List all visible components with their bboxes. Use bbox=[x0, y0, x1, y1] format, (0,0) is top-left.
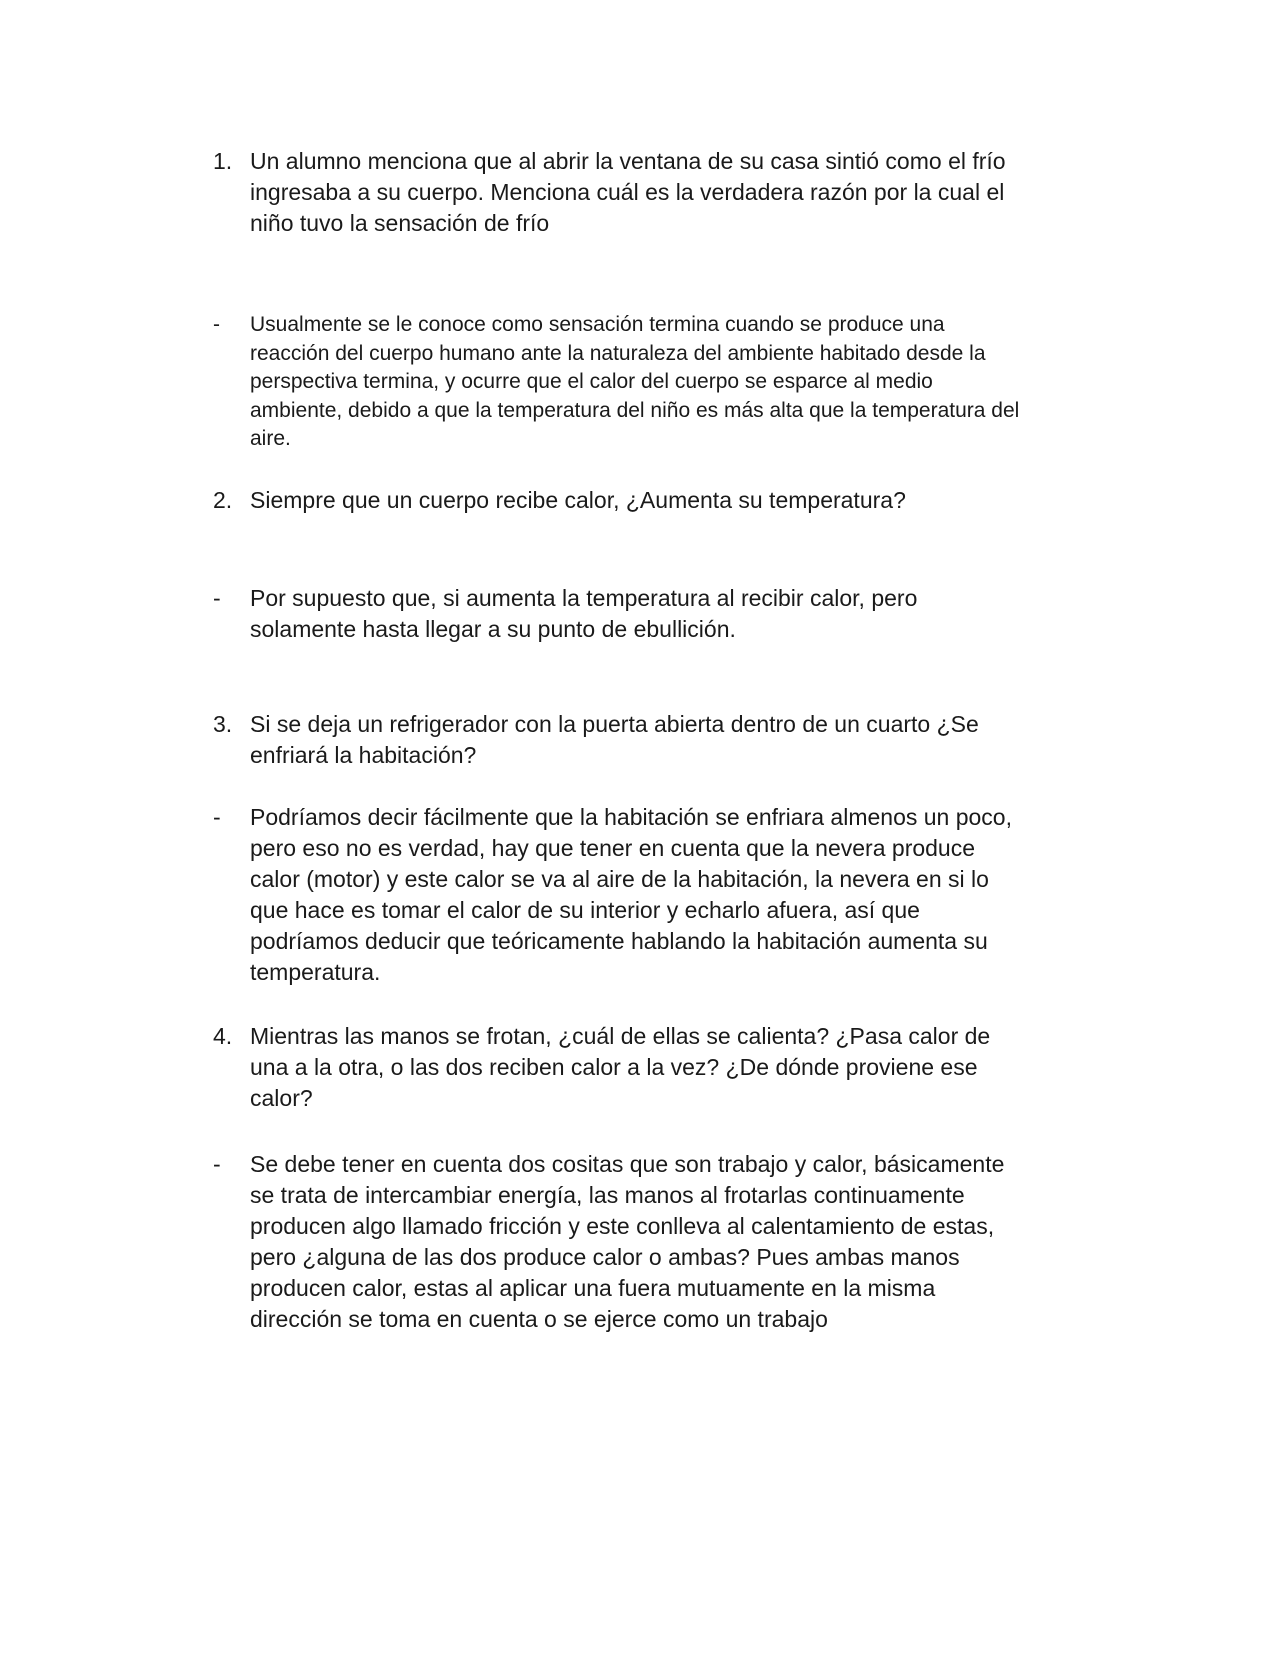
list-number: 2. bbox=[213, 487, 233, 513]
question-text: Un alumno menciona que al abrir la ventana de su casa sintió como el frío ingresaba a su cuerpo. Menciona cuál es la verdadera razón por la cual el niño tuvo la sensación de frío bbox=[250, 148, 1006, 236]
question-text: Siempre que un cuerpo recibe calor, ¿Aumenta su temperatura? bbox=[250, 487, 906, 513]
answer-text: Podríamos decir fácilmente que la habitación se enfriara almenos un poco, pero eso no es verdad, hay que tener en cuenta que la nevera produce calor (motor) y este calor se va al aire de la habitación, la nevera en si lo que hace es tomar el calor de su interior y echarlo afuera, así que podríamos deducir que teóricamente hablando la habitación aumenta su temperatura. bbox=[250, 804, 1012, 985]
list-number: 1. bbox=[213, 148, 233, 174]
list-dash: - bbox=[213, 585, 221, 611]
list-dash: - bbox=[213, 1151, 221, 1177]
answer-text: Por supuesto que, si aumenta la temperatura al recibir calor, pero solamente hasta llegar a su punto de ebullición. bbox=[250, 585, 918, 642]
question-text: Mientras las manos se frotan, ¿cuál de ellas se calienta? ¿Pasa calor de una a la otra, o las dos reciben calor a la vez? ¿De dónde proviene ese calor? bbox=[250, 1023, 991, 1111]
list-number: 4. bbox=[213, 1023, 233, 1049]
list-dash: - bbox=[213, 313, 220, 336]
list-number: 3. bbox=[213, 711, 233, 737]
list-dash: - bbox=[213, 804, 221, 830]
answer-text: Usualmente se le conoce como sensación termina cuando se produce una reacción del cuerpo humano ante la naturaleza del ambiente habitado desde la perspectiva termina, y ocurre que el calor del cuerpo se esparce al medio ambiente, debido a que la temperatura del niño es más alta que la temperatura del aire. bbox=[250, 313, 1020, 450]
question-text: Si se deja un refrigerador con la puerta abierta dentro de un cuarto ¿Se enfriará la habitación? bbox=[250, 711, 979, 768]
answer-text: Se debe tener en cuenta dos cositas que son trabajo y calor, básicamente se trata de intercambiar energía, las manos al frotarlas continuamente producen algo llamado fricción y este conlleva al calentamiento de estas, pero ¿alguna de las dos produce calor o ambas? Pues ambas manos producen calor, estas al aplicar una fuera mutuamente en la misma dirección se toma en cuenta o se ejerce como un trabajo bbox=[250, 1151, 1005, 1332]
